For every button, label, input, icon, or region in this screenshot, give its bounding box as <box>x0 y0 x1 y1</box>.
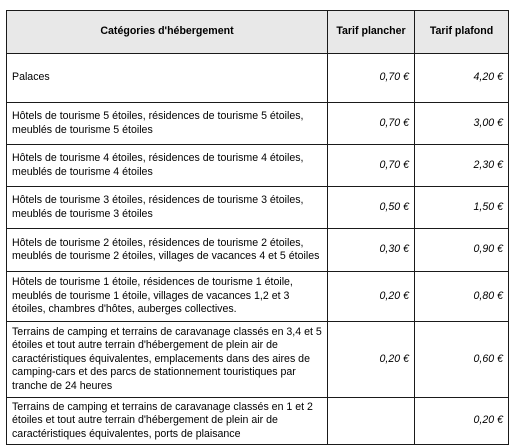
tariff-table <box>6 10 509 445</box>
ceiling-rate-cell: 0,60 € <box>415 322 509 398</box>
table-row <box>7 322 509 398</box>
floor-rate-cell: 0,30 € <box>328 229 415 272</box>
table-body <box>7 54 509 445</box>
table-row <box>7 229 509 272</box>
category-cell: Hôtels de tourisme 1 étoile, résidences de tourisme 1 étoile, meublés de tourisme 1 étoile, villages de vacances 1,2 et 3 étoiles, chambres d'hôtes, auberges collectives. <box>7 272 328 322</box>
category-cell: Hôtels de tourisme 2 étoiles, résidences de tourisme 2 étoiles, meublés de tourisme 2 étoiles, villages de vacances 4 et 5 étoiles <box>7 229 328 272</box>
floor-rate-cell: 0,20 € <box>328 322 415 398</box>
header-floor-rate: Tarif plancher <box>328 11 415 54</box>
table-row <box>7 145 509 187</box>
floor-rate-cell: 0,70 € <box>328 54 415 103</box>
category-cell: Palaces <box>7 54 328 103</box>
category-cell: Terrains de camping et terrains de caravanage classés en 1 et 2 étoiles et tout autre terrain d'hébergement de plein air de caractéristiques équivalentes, ports de plaisance <box>7 398 328 445</box>
ceiling-rate-cell: 0,90 € <box>415 229 509 272</box>
category-cell: Hôtels de tourisme 3 étoiles, résidences de tourisme 3 étoiles, meublés de tourisme 3 étoiles <box>7 187 328 229</box>
floor-rate-cell <box>328 398 415 445</box>
table-header <box>7 11 509 54</box>
ceiling-rate-cell: 2,30 € <box>415 145 509 187</box>
floor-rate-cell: 0,70 € <box>328 103 415 145</box>
ceiling-rate-cell: 1,50 € <box>415 187 509 229</box>
table-row <box>7 187 509 229</box>
table-row <box>7 272 509 322</box>
ceiling-rate-cell: 0,80 € <box>415 272 509 322</box>
floor-rate-cell: 0,20 € <box>328 272 415 322</box>
category-cell: Hôtels de tourisme 4 étoiles, résidences de tourisme 4 étoiles, meublés de tourisme 4 étoiles <box>7 145 328 187</box>
ceiling-rate-cell: 3,00 € <box>415 103 509 145</box>
ceiling-rate-cell: 4,20 € <box>415 54 509 103</box>
table-row <box>7 398 509 445</box>
table-row <box>7 54 509 103</box>
category-cell: Terrains de camping et terrains de caravanage classés en 3,4 et 5 étoiles et tout autre terrain d'hébergement de plein air de caractéristiques équivalentes, emplacements dans des aires de camping-cars et des parcs de stationnement touristiques par tranche de 24 heures <box>7 322 328 398</box>
ceiling-rate-cell: 0,20 € <box>415 398 509 445</box>
floor-rate-cell: 0,70 € <box>328 145 415 187</box>
table-row <box>7 103 509 145</box>
category-cell: Hôtels de tourisme 5 étoiles, résidences de tourisme 5 étoiles, meublés de tourisme 5 étoiles <box>7 103 328 145</box>
header-category: Catégories d'hébergement <box>7 11 328 54</box>
header-ceiling-rate: Tarif plafond <box>415 11 509 54</box>
header-row <box>7 11 509 54</box>
floor-rate-cell: 0,50 € <box>328 187 415 229</box>
